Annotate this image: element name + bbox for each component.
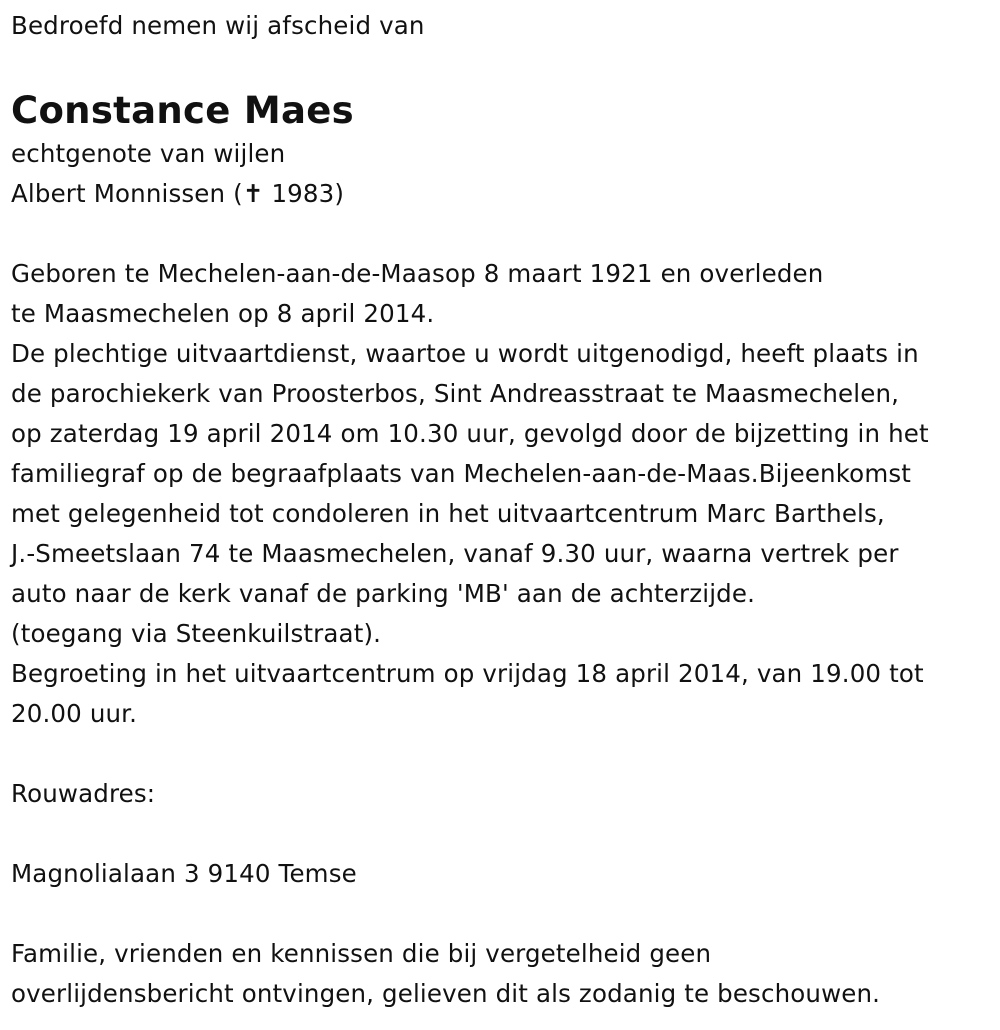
spouse-text: Albert Monnissen (✝ 1983) — [11, 179, 345, 208]
body-line: op zaterdag 19 april 2014 om 10.30 uur, gevolgd door de bijzetting in het — [11, 419, 929, 448]
relation-text: echtgenote van wijlen — [11, 139, 286, 168]
body-line: De plechtige uitvaartdienst, waartoe u wordt uitgenodigd, heeft plaats in — [11, 339, 919, 368]
intro-text: Bedroefd nemen wij afscheid van — [11, 11, 425, 40]
notice-body — [11, 254, 996, 734]
body-line: met gelegenheid tot condoleren in het uitvaartcentrum Marc Barthels, — [11, 499, 885, 528]
body-line: 20.00 uur. — [11, 699, 138, 728]
body-line: (toegang via Steenkuilstraat). — [11, 619, 382, 648]
spacer — [11, 814, 996, 854]
body-line: Geboren te Mechelen-aan-de-Maasop 8 maart 1921 en overleden — [11, 259, 824, 288]
body-line: auto naar de kerk vanaf de parking 'MB' aan de achterzijde. — [11, 579, 756, 608]
address-label: Rouwadres: — [11, 779, 156, 808]
closing-line: Familie, vrienden en kennissen die bij vergetelheid geen — [11, 939, 712, 968]
body-line: de parochiekerk van Proosterbos, Sint Andreasstraat te Maasmechelen, — [11, 379, 900, 408]
obituary-notice — [11, 0, 996, 1014]
body-line: te Maasmechelen op 8 april 2014. — [11, 299, 435, 328]
deceased-name: Constance Maes — [11, 89, 354, 132]
spacer — [11, 214, 996, 254]
mourning-address: Magnolialaan 3 9140 Temse — [11, 859, 357, 888]
body-line: J.-Smeetslaan 74 te Maasmechelen, vanaf 9.30 uur, waarna vertrek per — [11, 539, 899, 568]
spacer — [11, 734, 996, 774]
body-line: familiegraf op de begraafplaats van Mechelen-aan-de-Maas.Bijeenkomst — [11, 459, 912, 488]
body-line: Begroeting in het uitvaartcentrum op vrijdag 18 april 2014, van 19.00 tot — [11, 659, 924, 688]
spacer — [11, 894, 996, 934]
closing-line: overlijdensbericht ontvingen, gelieven dit als zodanig te beschouwen. — [11, 979, 881, 1008]
closing-text — [11, 934, 996, 1014]
